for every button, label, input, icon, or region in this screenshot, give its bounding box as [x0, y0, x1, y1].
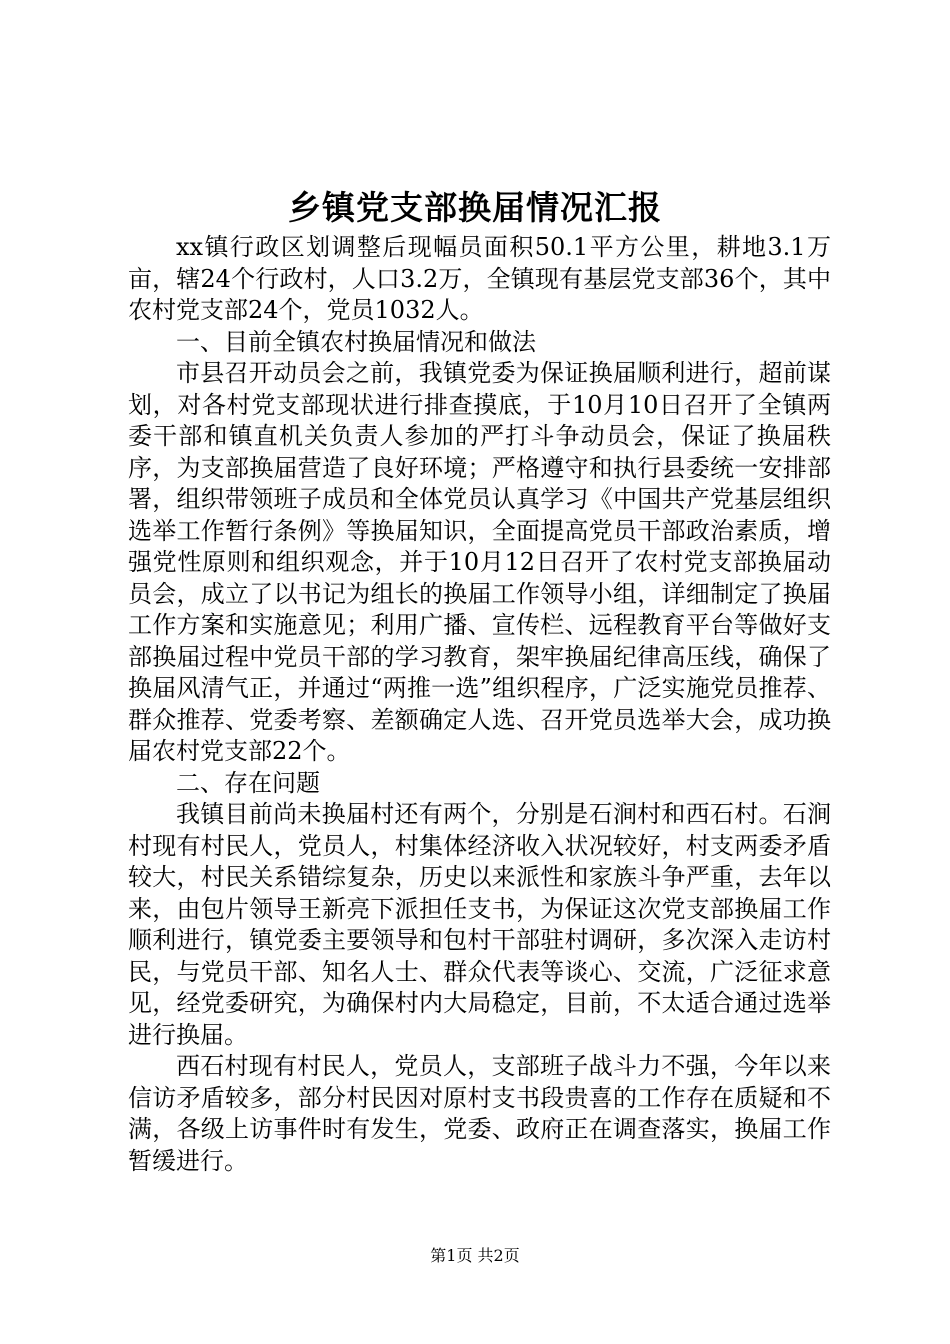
intro-paragraph: xx镇行政区划调整后现幅员面积50.1平方公里，耕地3.1万亩，辖24个行政村，人口3.2万，全镇现有基层党支部36个，其中农村党支部24个，党员1032人。	[128, 233, 831, 324]
section-heading-1: 一、目前全镇农村换届情况和做法	[176, 327, 536, 356]
section-2-paragraph-2: 西石村现有村民人，党员人，支部班子战斗力不强，今年以来信访矛盾较多，部分村民因对原村支书段贵喜的工作存在质疑和不满，各级上访事件时有发生，党委、政府正在调查落实，换届工作暂缓进行。	[128, 1052, 831, 1175]
page-footer: 第1页 共2页	[430, 1246, 520, 1265]
document-body	[128, 232, 831, 1177]
section-1-paragraph: 市县召开动员会之前，我镇党委为保证换届顺利进行，超前谋划，对各村党支部现状进行排查摸底，于10月10日召开了全镇两委干部和镇直机关负责人参加的严打斗争动员会，保证了换届秩序，为支部换届营造了良好环境；严格遵守和执行县委统一安排部署，组织带领班子成员和全体党员认真学习《中国共产党基层组织选举工作暂行条例》等换届知识，全面提高党员干部政治素质，增强党性原则和组织观念，并于10月12日召开了农村党支部换届动员会，成立了以书记为组长的换届工作领导小组，详细制定了换届工作方案和实施意见；利用广播、宣传栏、远程教育平台等做好支部换届过程中党员干部的学习教育，架牢换届纪律高压线，确保了换届风清气正，并通过“两推一选”组织程序，广泛实施党员推荐、群众推荐、党委考察、差额确定人选、召开党员选举大会，成功换届农村党支部22个。	[128, 359, 831, 765]
section-2-paragraph-1: 我镇目前尚未换届村还有两个，分别是石涧村和西石村。石涧村现有村民人，党员人，村集体经济收入状况较好，村支两委矛盾较大，村民关系错综复杂，历史以来派性和家族斗争严重，去年以来，由包片领导王新亮下派担任支书，为保证这次党支部换届工作顺利进行，镇党委主要领导和包村干部驻村调研，多次深入走访村民，与党员干部、知名人士、群众代表等谈心、交流，广泛征求意见，经党委研究，为确保村内大局稳定，目前，不太适合通过选举进行换届。	[128, 800, 831, 1049]
document-title: 乡镇党支部换届情况汇报	[288, 188, 662, 227]
section-heading-2: 二、存在问题	[176, 768, 320, 797]
